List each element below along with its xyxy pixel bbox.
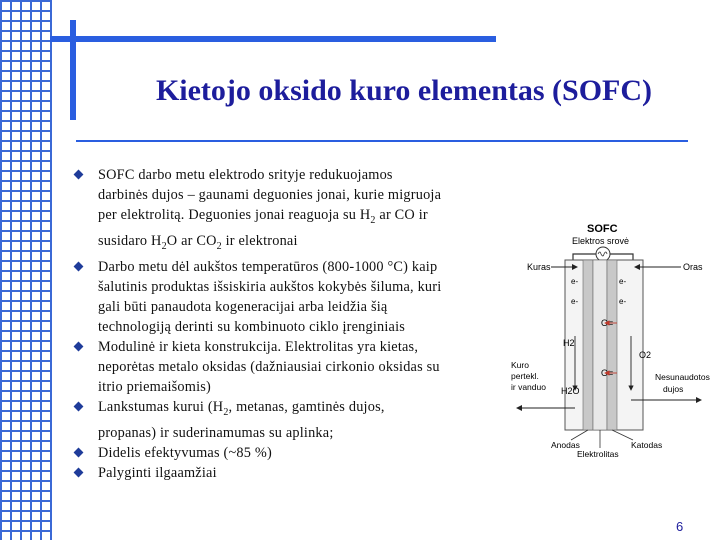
bullet-text: Didelis efektyvumas (~85 %)	[98, 444, 272, 461]
frame-line-top	[50, 36, 496, 42]
o2-label: O2	[639, 350, 652, 360]
unused-fuel-label: Kuro	[511, 360, 529, 370]
bullet-text: SOFC darbo metu elektrodo srityje redukuojamos darbinės dujos – gaunami deguonies jonai, kurie migruoja per elektrolitą. Deguonies jonai reaguoja su $H_2$ ar CO ir susidaro $H_2O$ ar $CO_2$ ir elektronai	[98, 167, 442, 252]
bullet-item	[72, 257, 478, 337]
bullet-item	[72, 337, 478, 397]
bullet-item	[72, 463, 478, 483]
diamond-bullet-icon	[74, 170, 84, 180]
electrolyte-layer	[593, 260, 607, 430]
electron-label: e-	[571, 297, 579, 306]
unused-gas-label: Nesunaudotos	[655, 372, 710, 382]
diamond-bullet-icon	[74, 447, 84, 457]
bullet-list	[72, 165, 478, 483]
diagram-title: SOFC	[587, 223, 618, 235]
bullet-item	[72, 165, 478, 257]
bullet-item	[72, 397, 478, 443]
cathode-label: Katodas	[631, 440, 663, 450]
cathode-layer	[607, 260, 617, 430]
unused-fuel-label: ir vanduo	[511, 382, 546, 392]
diamond-bullet-icon	[74, 401, 84, 411]
diamond-bullet-icon	[74, 261, 84, 271]
frame-line-divider	[76, 140, 688, 142]
unused-gas-label: dujos	[663, 384, 684, 394]
fuel-in-label: Kuras	[527, 262, 551, 272]
bullet-item	[72, 443, 478, 463]
bullet-text: Modulinė ir kieta konstrukcija. Elektrolitas yra kietas, neporėtas metalo oksidas (dažniausiai cirkonio oksidas su itrio priemaišomis)	[98, 338, 440, 395]
bullet-text: Palyginti ilgaamžiai	[98, 464, 217, 481]
bullet-text: Darbo metu dėl aukštos temperatūros (800-1000 °C) kaip šalutinis produktas išsiskiria aukštos kokybės šiluma, kuri gali būti panaudota kogeneracijai arba leidžia šią technologiją derinti su kombinuoto ciklo įrenginiais	[98, 258, 442, 335]
oxygen-ion-label: O=	[601, 318, 614, 328]
electrolyte-label: Elektrolitas	[577, 449, 619, 458]
decorative-grid-strip	[0, 0, 50, 540]
electron-label: e-	[571, 277, 579, 286]
page-number: 6	[676, 519, 684, 534]
frame-line-vertical	[70, 20, 76, 120]
diamond-bullet-icon	[74, 341, 84, 351]
electron-label: e-	[619, 277, 627, 286]
sofc-diagram	[505, 218, 710, 458]
unused-fuel-label: pertekl.	[511, 371, 539, 381]
h2o-label: H2O	[561, 386, 580, 396]
anode-label: Anodas	[551, 440, 580, 450]
h2-label: H2	[563, 338, 575, 348]
slide-title: Kietojo oksido kuro elementas (SOFC)	[155, 74, 653, 107]
air-in-label: Oras	[683, 262, 703, 272]
bullet-text: Lankstumas kurui ($H_2$, metanas, gamtinės dujos, propanas) ir suderinamumas su aplinka;	[98, 398, 385, 441]
diamond-bullet-icon	[74, 467, 84, 477]
oxygen-ion-label: O=	[601, 368, 614, 378]
anode-layer	[583, 260, 593, 430]
electron-label: e-	[619, 297, 627, 306]
circuit-label: Elektros srovė	[572, 236, 630, 246]
